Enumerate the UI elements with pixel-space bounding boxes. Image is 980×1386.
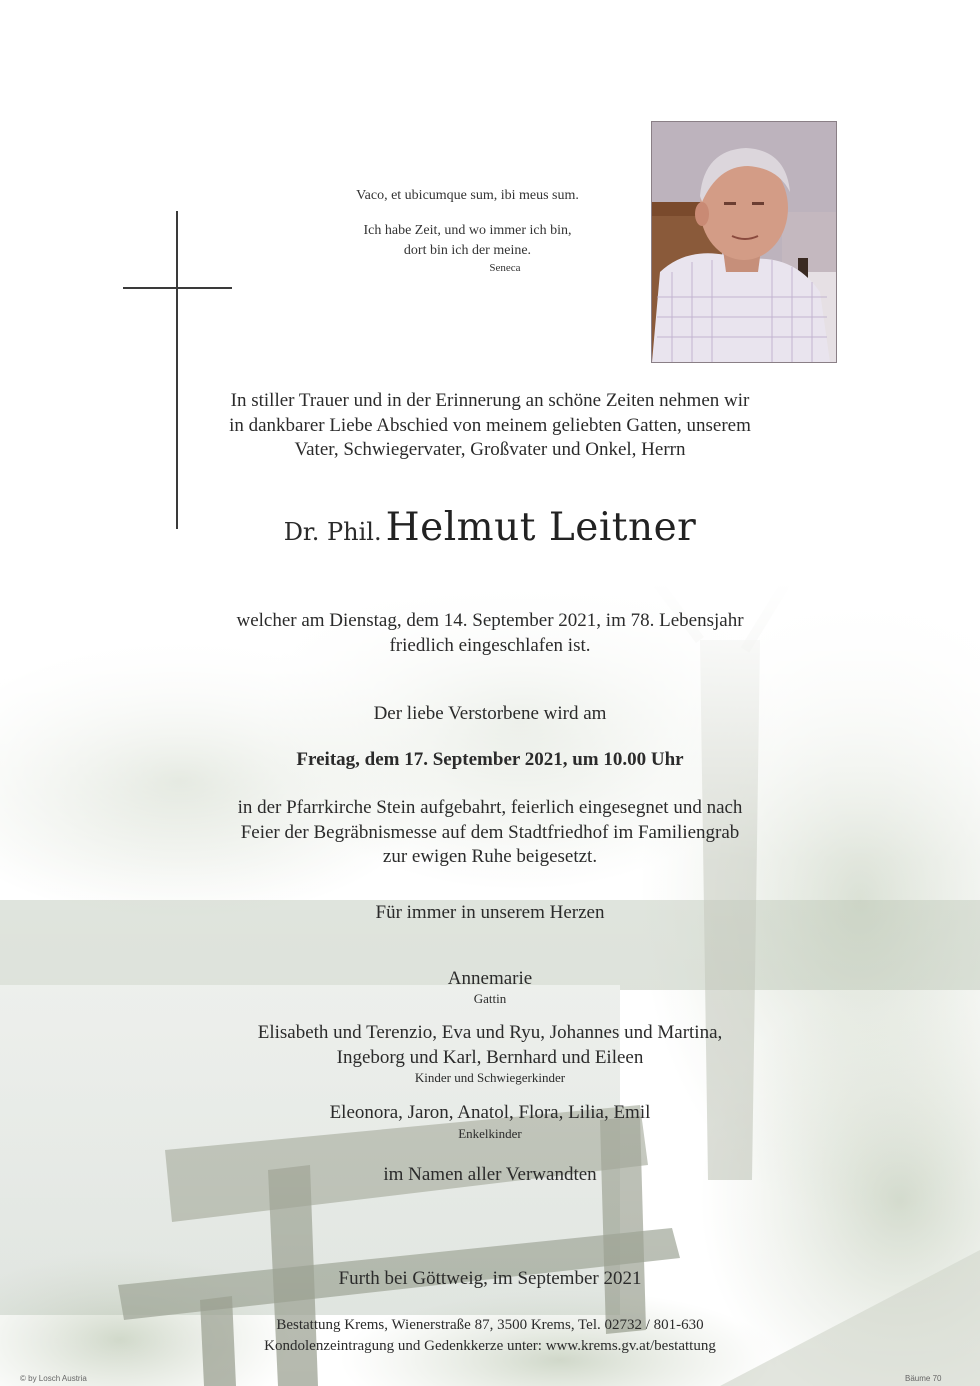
epigraph-author: Seneca [489, 262, 521, 274]
intro-line2: in dankbarer Liebe Abschied von meinem geliebten Gatten, unserem [229, 414, 751, 436]
farewell-text: Für immer in unserem Herzen [375, 902, 605, 923]
death-notice [0, 609, 980, 658]
funeral-intro: Der liebe Verstorbene wird am [373, 703, 607, 724]
funeral-details [0, 796, 980, 870]
intro-line1: In stiller Trauer und in der Erinnerung an schöne Zeiten nehmen wir [230, 390, 750, 411]
intro-line3: Vater, Schwiegervater, Großvater und Onkel, Herrn [294, 439, 686, 460]
death-line1: welcher am Dienstag, dem 14. September 2021, im 78. Lebensjahr [236, 610, 744, 631]
intro-text [0, 389, 980, 463]
cross-icon [176, 211, 178, 529]
funeral-date: Freitag, dem 17. September 2021, um 10.00 Uhr [296, 749, 684, 770]
portrait-photo [651, 121, 837, 363]
funeral-line3: zur ewigen Ruhe beigesetzt. [382, 846, 598, 867]
deceased-title: Dr. Phil. [283, 518, 382, 546]
credit-left: © by Losch Austria [20, 1374, 87, 1383]
deceased-name [0, 505, 980, 550]
death-line2: friedlich eingeschlafen ist. [389, 634, 591, 656]
epigraph-latin: Vaco, et ubicumque sum, ibi meus sum. [356, 188, 579, 203]
funeral-line2: Feier der Begräbnismesse auf dem Stadtfriedhof im Familiengrab [240, 821, 740, 843]
epigraph [330, 186, 605, 275]
grandchildren-role: Enkelkinder [458, 1126, 522, 1141]
undertaker-line1: Bestattung Krems, Wienerstraße 87, 3500 Krems, Tel. 02732 / 801-630 [276, 1317, 704, 1333]
place-date: Furth bei Göttweig, im September 2021 [338, 1268, 642, 1289]
undertaker-info [0, 1315, 980, 1357]
grandchildren-names: Eleonora, Jaron, Anatol, Flora, Lilia, Emil [329, 1102, 651, 1123]
credit-right: Bäume 70 [905, 1374, 942, 1383]
children-names [0, 1021, 980, 1070]
children-role: Kinder und Schwiegerkinder [414, 1070, 566, 1085]
spouse-name: Annemarie [447, 968, 533, 989]
epigraph-german-line2: dort bin ich der meine. [403, 243, 532, 258]
deceased-full-name: Helmut Leitner [385, 505, 697, 550]
funeral-line1: in der Pfarrkirche Stein aufgebahrt, feierlich eingesegnet und nach [237, 797, 743, 818]
cross-icon-bar [123, 287, 232, 289]
undertaker-line2: Kondolenzeintragung und Gedenkkerze unter: www.krems.gv.at/bestattung [264, 1338, 716, 1354]
epigraph-german-line1: Ich habe Zeit, und wo immer ich bin, [363, 223, 572, 238]
children-line2: Ingeborg und Karl, Bernhard und Eileen [336, 1046, 644, 1068]
spouse-role: Gattin [473, 991, 507, 1006]
relatives-text: im Namen aller Verwandten [383, 1164, 597, 1185]
children-line1: Elisabeth und Terenzio, Eva und Ryu, Johannes und Martina, [257, 1022, 723, 1043]
